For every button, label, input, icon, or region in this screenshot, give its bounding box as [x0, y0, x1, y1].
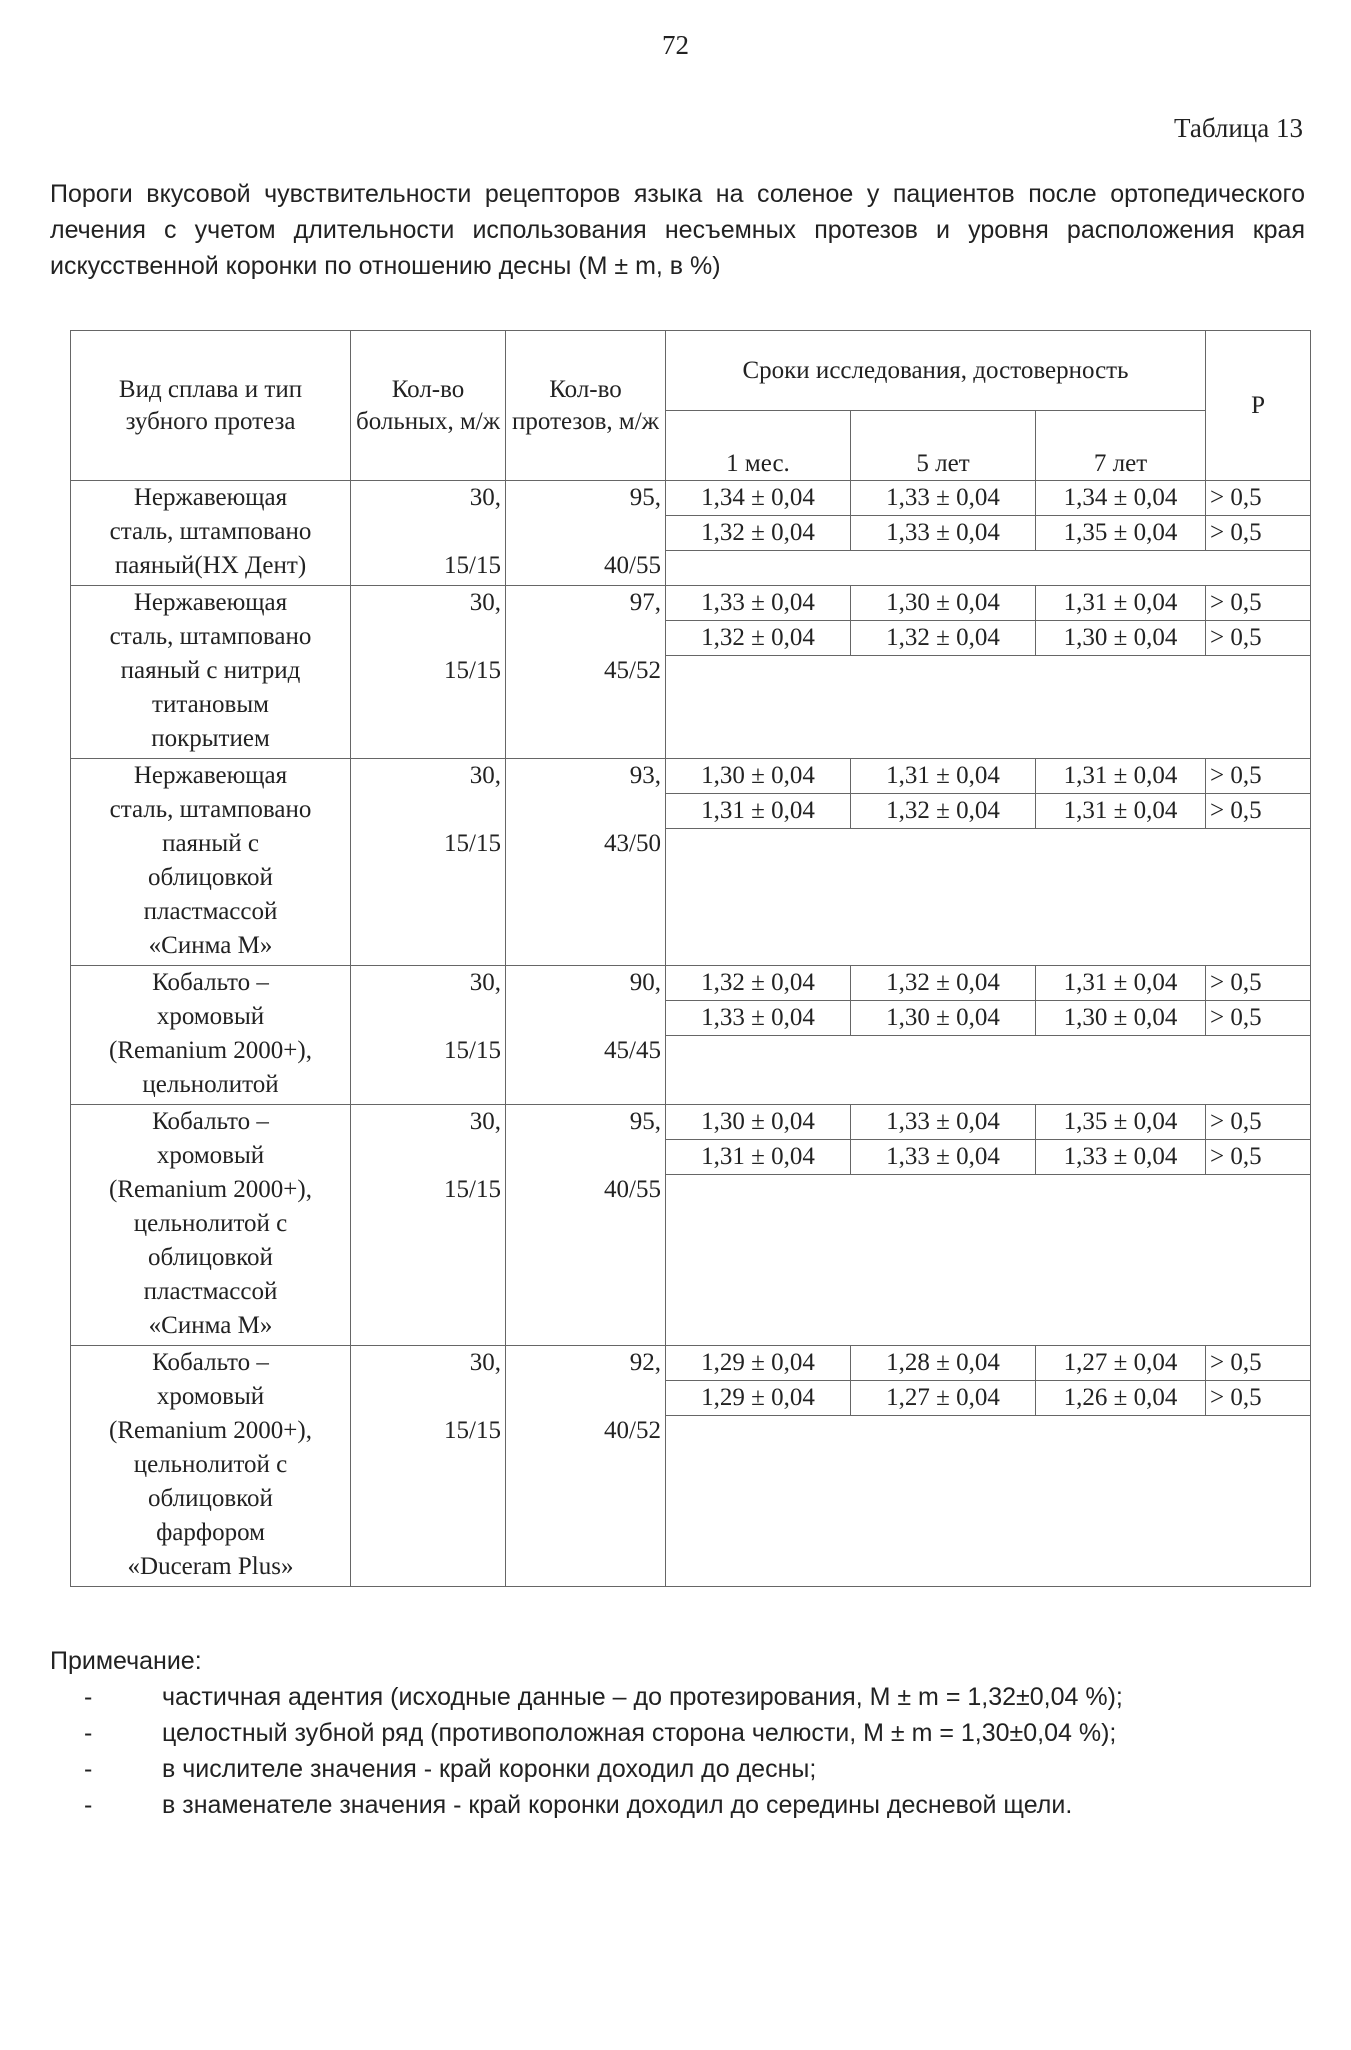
patients-cell: [351, 1105, 506, 1346]
alloy-cell: [71, 966, 351, 1105]
table-body: [71, 481, 1311, 1587]
alloy-line: сталь, штамповано: [109, 518, 312, 545]
patients-total: 30,: [469, 589, 501, 616]
alloy-line: облицовкой: [148, 864, 273, 891]
prostheses-cell: [506, 1105, 666, 1346]
prostheses-ratio: 40/52: [604, 1417, 661, 1444]
dash-bullet: -: [84, 1719, 93, 1747]
alloy-line: пластмассой: [143, 1278, 278, 1305]
value-month-1-denominator: 1,31 ± 0,04: [666, 794, 851, 829]
value-year-7-denominator: 1,30 ± 0,04: [1036, 621, 1206, 656]
value-year-7-numerator: 1,34 ± 0,04: [1036, 481, 1206, 516]
alloy-line: Кобальто –: [152, 1108, 269, 1135]
alloy-line: паяный с нитрид: [120, 657, 301, 684]
alloy-line: «Duceram Plus»: [127, 1553, 294, 1580]
table-caption: Таблица 13: [1174, 113, 1303, 143]
prostheses-ratio: 40/55: [604, 552, 661, 579]
alloy-line: (Remanium 2000+),: [109, 1417, 312, 1444]
alloy-line: сталь, штамповано: [109, 623, 312, 650]
p-value-denominator: > 0,5: [1206, 1140, 1311, 1175]
patients-ratio: 15/15: [444, 1037, 501, 1064]
value-month-1-denominator: 1,31 ± 0,04: [666, 1140, 851, 1175]
alloy-cell: [71, 586, 351, 759]
alloy-line: Кобальто –: [152, 969, 269, 996]
value-month-1-denominator: 1,33 ± 0,04: [666, 1001, 851, 1036]
prostheses-total: 95,: [629, 484, 661, 511]
note-text: целостный зубной ряд (противоположная сторона челюсти, М ± m = 1,30±0,04 %);: [162, 1719, 1117, 1747]
patients-total: 30,: [469, 1108, 501, 1135]
value-year-5-numerator: 1,31 ± 0,04: [851, 759, 1036, 794]
alloy-cell: [71, 1105, 351, 1346]
dash-bullet: -: [84, 1683, 93, 1711]
note-item: [50, 1679, 1320, 1715]
patients-ratio: 15/15: [444, 552, 501, 579]
value-year-7-denominator: 1,35 ± 0,04: [1036, 516, 1206, 551]
dash-bullet: -: [84, 1791, 93, 1819]
page-number: 72: [662, 30, 689, 60]
alloy-line: хромовый: [156, 1142, 265, 1169]
alloy-line: фарфором: [156, 1519, 265, 1546]
patients-ratio: 15/15: [444, 657, 501, 684]
note-text: в знаменателе значения - край коронки доходил до середины десневой щели.: [162, 1791, 1073, 1819]
value-year-7-numerator: 1,35 ± 0,04: [1036, 1105, 1206, 1140]
alloy-line: цельнолитой: [142, 1071, 279, 1098]
empty-cell: [666, 551, 1311, 586]
value-year-7-denominator: 1,31 ± 0,04: [1036, 794, 1206, 829]
note-item: [50, 1715, 1320, 1751]
prostheses-total: 92,: [629, 1349, 661, 1376]
value-year-7-numerator: 1,31 ± 0,04: [1036, 966, 1206, 1001]
header-p: Р: [1206, 331, 1311, 481]
alloy-line: «Синма М»: [148, 932, 273, 959]
value-year-7-denominator: 1,33 ± 0,04: [1036, 1140, 1206, 1175]
patients-ratio: 15/15: [444, 1417, 501, 1444]
table-row: [71, 759, 1311, 794]
dash-bullet: -: [84, 1755, 93, 1783]
header-7-years: 7 лет: [1036, 411, 1206, 481]
notes: [50, 1643, 1320, 1823]
prostheses-ratio: 45/52: [604, 657, 661, 684]
alloy-line: Нержавеющая: [133, 589, 288, 616]
alloy-line: Нержавеющая: [133, 762, 288, 789]
alloy-line: хромовый: [156, 1003, 265, 1030]
alloy-line: хромовый: [156, 1383, 265, 1410]
alloy-line: покрытием: [151, 725, 270, 752]
patients-cell: [351, 481, 506, 586]
prostheses-cell: [506, 1346, 666, 1587]
alloy-line: «Синма М»: [148, 1312, 273, 1339]
alloy-cell: [71, 1346, 351, 1587]
table-row: [71, 586, 1311, 621]
prostheses-ratio: 45/45: [604, 1037, 661, 1064]
p-value-denominator: > 0,5: [1206, 1001, 1311, 1036]
patients-total: 30,: [469, 484, 501, 511]
alloy-line: (Remanium 2000+),: [109, 1176, 312, 1203]
prostheses-total: 97,: [629, 589, 661, 616]
prostheses-cell: [506, 759, 666, 966]
data-table: [70, 330, 1311, 1587]
header-periods: Сроки исследования, достоверность: [666, 331, 1206, 411]
prostheses-total: 90,: [629, 969, 661, 996]
p-value-numerator: > 0,5: [1206, 1346, 1311, 1381]
patients-cell: [351, 586, 506, 759]
header-patients: Кол-во больных, м/ж: [351, 331, 506, 481]
p-value-denominator: > 0,5: [1206, 516, 1311, 551]
empty-cell: [666, 656, 1311, 759]
header-prostheses: Кол-во протезов, м/ж: [506, 331, 666, 481]
value-year-5-denominator: 1,32 ± 0,04: [851, 621, 1036, 656]
value-month-1-numerator: 1,30 ± 0,04: [666, 759, 851, 794]
p-value-numerator: > 0,5: [1206, 966, 1311, 1001]
value-year-7-denominator: 1,30 ± 0,04: [1036, 1001, 1206, 1036]
p-value-numerator: > 0,5: [1206, 1105, 1311, 1140]
empty-cell: [666, 1416, 1311, 1587]
note-text: частичная адентия (исходные данные – до протезирования, М ± m = 1,32±0,04 %);: [162, 1683, 1123, 1711]
value-year-5-denominator: 1,33 ± 0,04: [851, 1140, 1036, 1175]
value-month-1-denominator: 1,32 ± 0,04: [666, 516, 851, 551]
alloy-line: сталь, штамповано: [109, 796, 312, 823]
alloy-cell: [71, 759, 351, 966]
patients-ratio: 15/15: [444, 830, 501, 857]
alloy-line: цельнолитой с: [133, 1451, 288, 1478]
note-item: [50, 1751, 1320, 1787]
alloy-line: Кобальто –: [152, 1349, 269, 1376]
value-year-7-numerator: 1,31 ± 0,04: [1036, 759, 1206, 794]
value-month-1-denominator: 1,29 ± 0,04: [666, 1381, 851, 1416]
prostheses-cell: [506, 966, 666, 1105]
value-month-1-numerator: 1,29 ± 0,04: [666, 1346, 851, 1381]
p-value-numerator: > 0,5: [1206, 759, 1311, 794]
note-item: [50, 1787, 1320, 1823]
patients-cell: [351, 759, 506, 966]
value-year-5-numerator: 1,28 ± 0,04: [851, 1346, 1036, 1381]
value-year-5-numerator: 1,33 ± 0,04: [851, 481, 1036, 516]
table-title: Пороги вкусовой чувствительности рецепторов языка на соленое у пациентов после ортопедического лечения с учетом длительности использования несъемных протезов и уровня расположения края искусственной коронки по отношению десны (М ± m, в %): [50, 180, 1305, 280]
value-year-5-denominator: 1,32 ± 0,04: [851, 794, 1036, 829]
value-year-5-denominator: 1,27 ± 0,04: [851, 1381, 1036, 1416]
value-month-1-numerator: 1,30 ± 0,04: [666, 1105, 851, 1140]
p-value-numerator: > 0,5: [1206, 586, 1311, 621]
table-row: [71, 1105, 1311, 1140]
patients-total: 30,: [469, 762, 501, 789]
p-value-denominator: > 0,5: [1206, 621, 1311, 656]
alloy-line: паяный с: [162, 830, 259, 857]
notes-title: Примечание:: [50, 1647, 202, 1675]
p-value-denominator: > 0,5: [1206, 1381, 1311, 1416]
value-month-1-numerator: 1,32 ± 0,04: [666, 966, 851, 1001]
header-5-years: 5 лет: [851, 411, 1036, 481]
prostheses-cell: [506, 481, 666, 586]
value-year-7-numerator: 1,31 ± 0,04: [1036, 586, 1206, 621]
patients-total: 30,: [469, 1349, 501, 1376]
value-year-5-numerator: 1,30 ± 0,04: [851, 586, 1036, 621]
alloy-line: облицовкой: [148, 1485, 273, 1512]
value-year-5-numerator: 1,33 ± 0,04: [851, 1105, 1036, 1140]
empty-cell: [666, 829, 1311, 966]
value-year-7-denominator: 1,26 ± 0,04: [1036, 1381, 1206, 1416]
alloy-line: (Remanium 2000+),: [109, 1037, 312, 1064]
value-year-5-denominator: 1,30 ± 0,04: [851, 1001, 1036, 1036]
prostheses-ratio: 40/55: [604, 1176, 661, 1203]
patients-cell: [351, 966, 506, 1105]
value-year-7-numerator: 1,27 ± 0,04: [1036, 1346, 1206, 1381]
value-month-1-denominator: 1,32 ± 0,04: [666, 621, 851, 656]
alloy-line: пластмассой: [143, 898, 278, 925]
prostheses-ratio: 43/50: [604, 830, 661, 857]
value-month-1-numerator: 1,33 ± 0,04: [666, 586, 851, 621]
patients-ratio: 15/15: [444, 1176, 501, 1203]
p-value-denominator: > 0,5: [1206, 794, 1311, 829]
prostheses-total: 95,: [629, 1108, 661, 1135]
prostheses-cell: [506, 586, 666, 759]
alloy-line: титановым: [152, 691, 269, 718]
prostheses-total: 93,: [629, 762, 661, 789]
patients-cell: [351, 1346, 506, 1587]
table-row: [71, 481, 1311, 516]
alloy-line: облицовкой: [148, 1244, 273, 1271]
header-alloy: Вид сплава и тип зубного протеза: [71, 331, 351, 481]
value-year-5-numerator: 1,32 ± 0,04: [851, 966, 1036, 1001]
notes-list: [50, 1679, 1320, 1823]
patients-total: 30,: [469, 969, 501, 996]
value-year-5-denominator: 1,33 ± 0,04: [851, 516, 1036, 551]
empty-cell: [666, 1175, 1311, 1346]
alloy-line: цельнолитой с: [133, 1210, 288, 1237]
table-row: [71, 1346, 1311, 1381]
value-month-1-numerator: 1,34 ± 0,04: [666, 481, 851, 516]
header-1-month: 1 мес.: [666, 411, 851, 481]
empty-cell: [666, 1036, 1311, 1105]
alloy-cell: [71, 481, 351, 586]
alloy-line: Нержавеющая: [133, 484, 288, 511]
table-header: [71, 331, 1311, 481]
table-row: [71, 966, 1311, 1001]
note-text: в числителе значения - край коронки доходил до десны;: [162, 1755, 817, 1783]
alloy-line: паяный(НХ Дент): [114, 552, 307, 579]
p-value-numerator: > 0,5: [1206, 481, 1311, 516]
